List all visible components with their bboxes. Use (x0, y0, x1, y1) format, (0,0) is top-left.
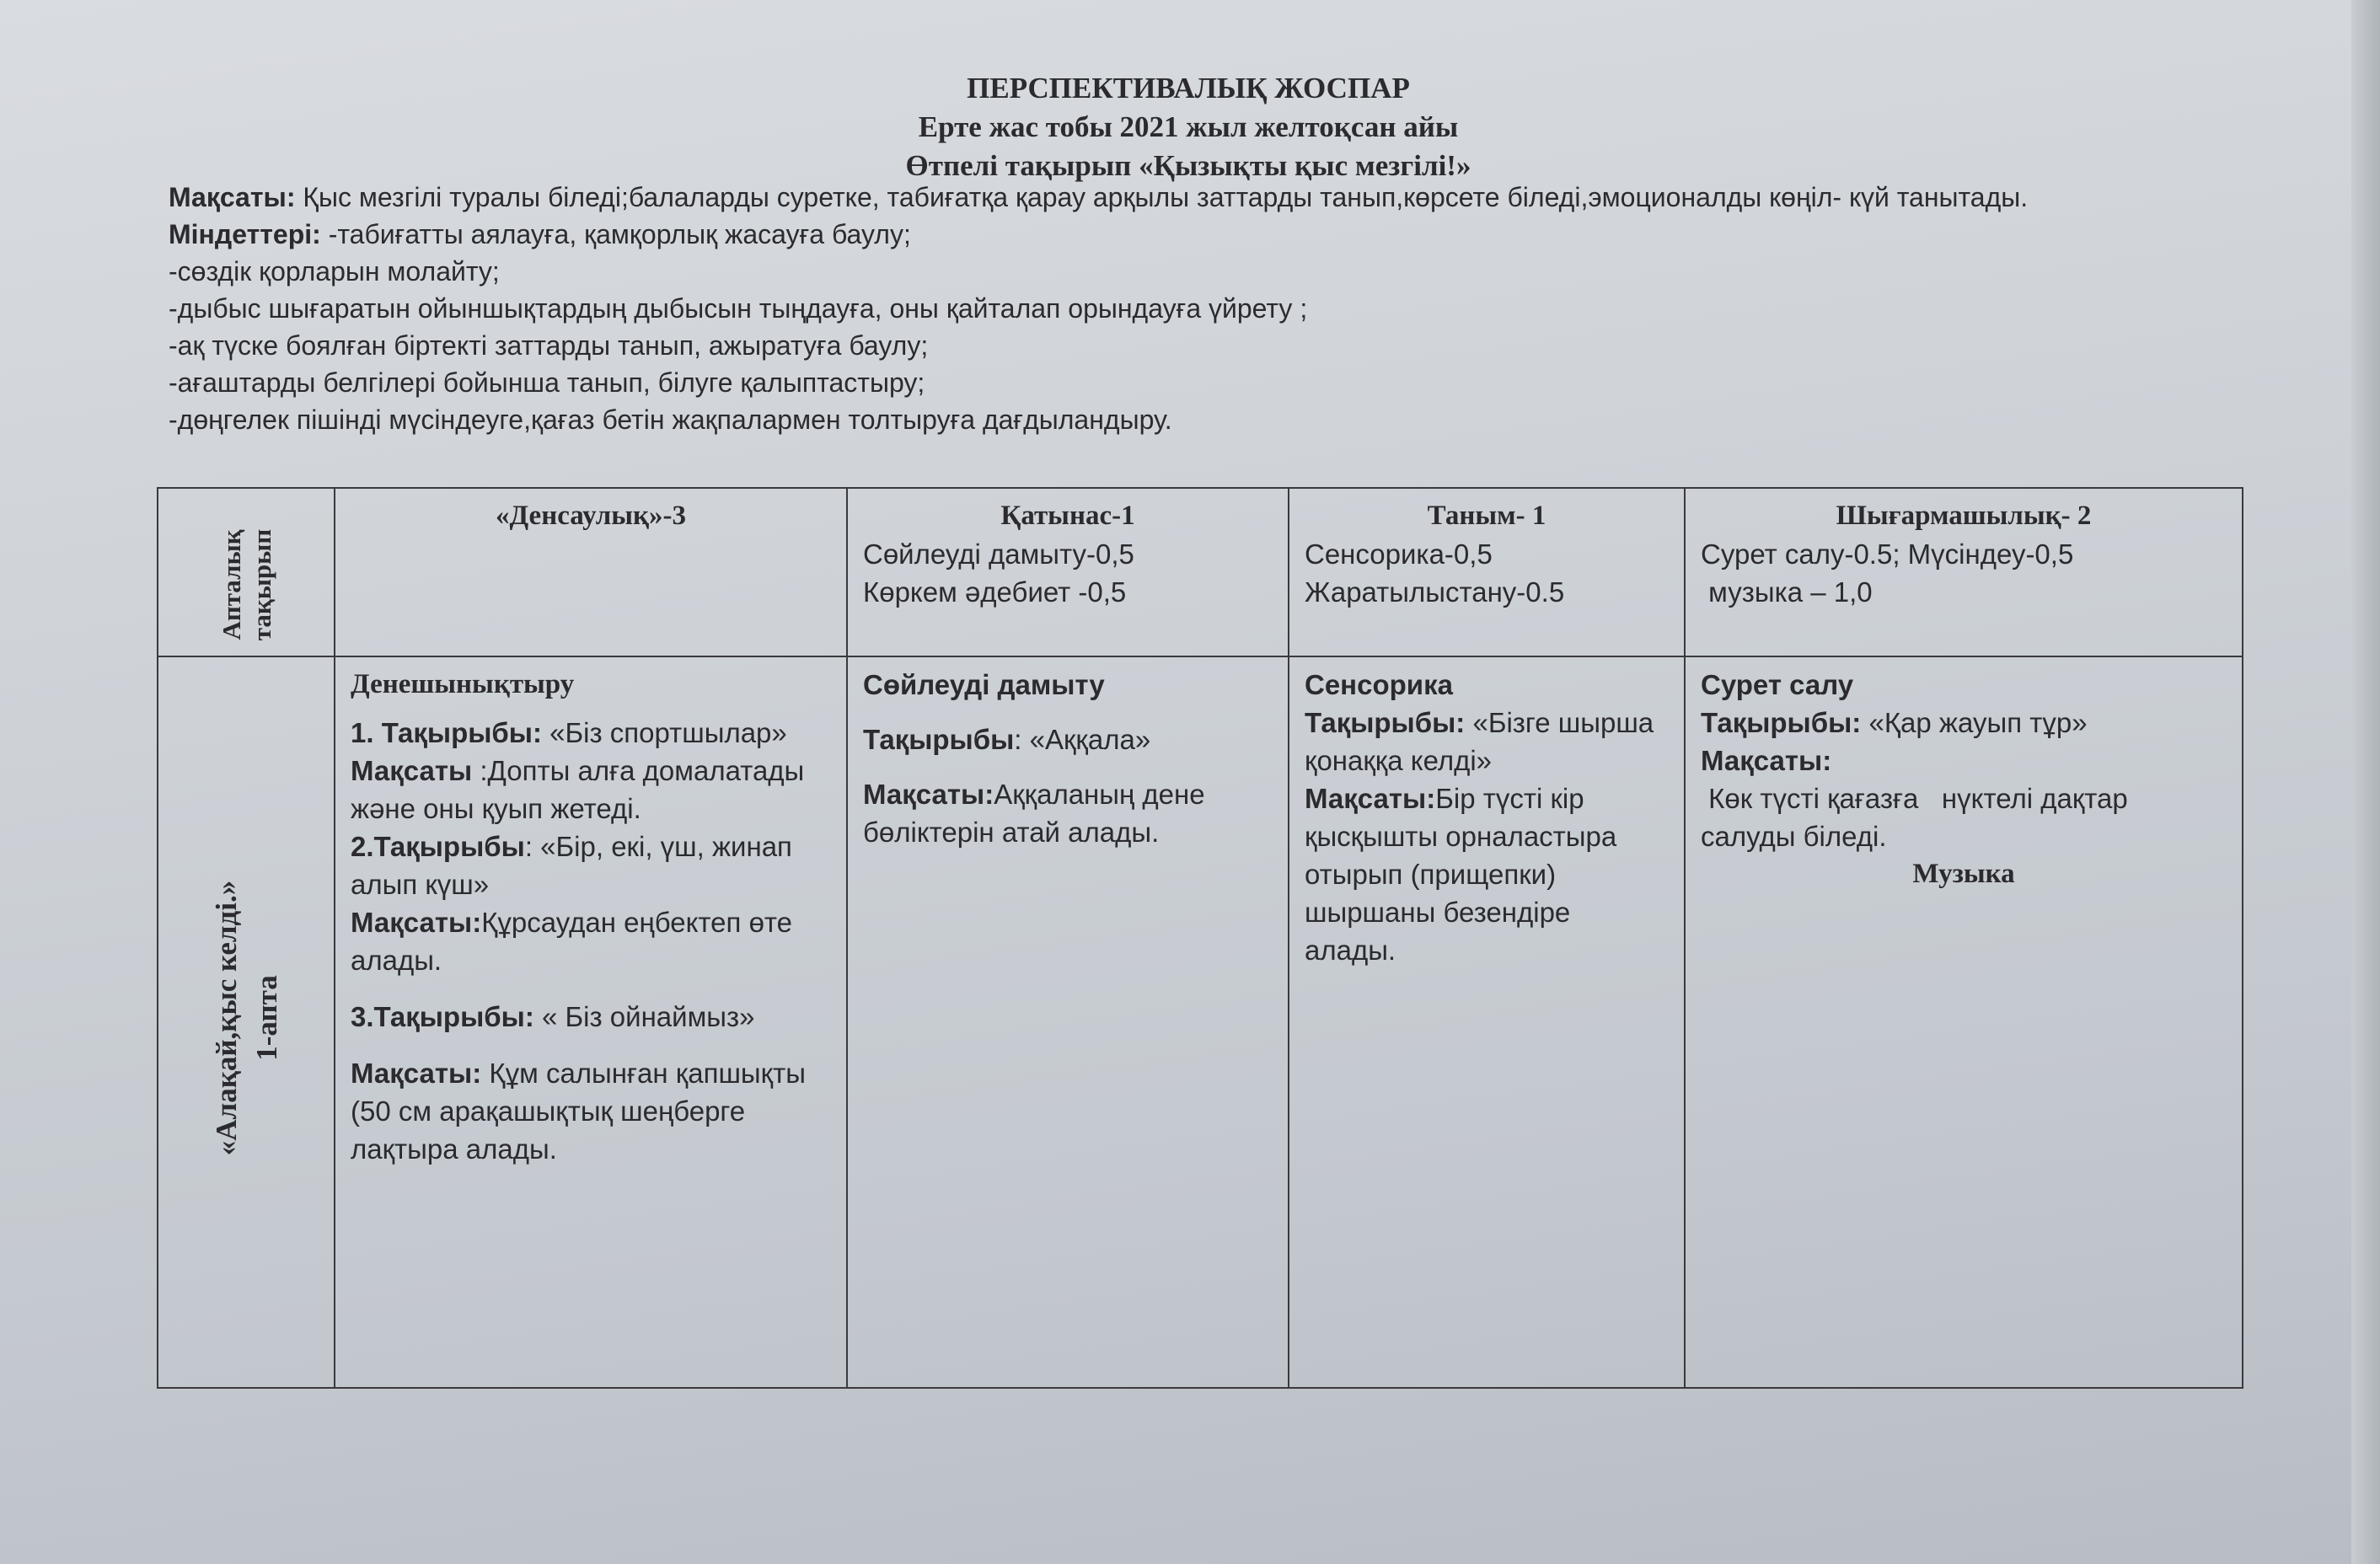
goals-paragraph (169, 179, 2191, 216)
speech-cell (848, 657, 1289, 1387)
goal-label: Мақсаты: (351, 907, 482, 938)
topic-label: Тақырыбы: (1305, 707, 1466, 738)
goals-label: Мақсаты: (169, 182, 296, 212)
column-title: Қатынас-1 (1000, 501, 1135, 531)
topic-label: Тақырыбы (863, 724, 1015, 755)
goal-text: Аққаланың дене бөліктерін атай алады. (863, 779, 1205, 848)
paper-edge (2351, 0, 2380, 1564)
topic-text: : «Бір, екі, үш, жинап алып күш» (351, 831, 792, 900)
column-subline: Сенсорика-0,5 (1305, 538, 1493, 570)
topic-text: «Біз спортшылар» (541, 717, 787, 748)
topic-text: «Қар жауып тұр» (1861, 707, 2088, 738)
task-item: -дөңгелек пішінді мүсіндеуге,қағаз бетін жақпалармен толтыруға дағдыландыру. (169, 404, 1172, 435)
column-title: Шығармашылық- 2 (1836, 501, 2092, 531)
column-title: Таным- 1 (1427, 501, 1546, 531)
goals-block (169, 179, 2191, 438)
week-label-line2: 1-апта (250, 975, 283, 1061)
speech-heading: Сөйлеуді дамыту (863, 669, 1105, 700)
music-heading: Музыка (1912, 859, 2015, 889)
document-subtitle: Ерте жас тобы 2021 жыл желтоқсан айы (918, 110, 1459, 143)
art-heading: Сурет салу (1701, 669, 1854, 700)
column-header-creativity (1686, 489, 2242, 657)
speech-goal (863, 775, 1273, 851)
sensor-topic (1305, 704, 1669, 779)
column-subline: Жаратылыстану-0.5 (1305, 576, 1565, 608)
sensor-cell (1289, 657, 1686, 1387)
goal-label: Мақсаты: (1305, 783, 1436, 814)
topic-label: 1. Тақырыбы: (351, 717, 542, 748)
column-subline: Сурет салу-0.5; Мүсіндеу-0,5 (1701, 538, 2074, 570)
sensor-goal (1305, 779, 1669, 969)
corner-label-line1: Апталық (217, 529, 246, 640)
column-title: «Денсаулық»-3 (495, 501, 687, 531)
goal-label: Мақсаты (351, 755, 473, 786)
task-item: -сөздік қорларын молайту; (169, 256, 500, 287)
health-goal-3 (351, 1054, 831, 1168)
plan-table (157, 487, 2243, 1389)
health-goal-1 (351, 752, 831, 828)
topic-text: « Біз ойнаймыз» (541, 1001, 755, 1032)
goal-text: Құрсаудан еңбектеп өте алады. (351, 907, 793, 976)
topic-label: 3.Тақырыбы: (351, 1001, 542, 1032)
task-item: -дыбыс шығаратын ойыншықтардың дыбысын тыңдауға, оны қайталап орындауға үйрету ; (169, 293, 1308, 324)
sensor-heading: Сенсорика (1305, 669, 1453, 700)
health-heading: Денешынықтыру (351, 669, 575, 699)
topic-text: «Бізге шырша қонаққа келді» (1305, 707, 1654, 776)
column-subline: Сөйлеуді дамыту-0,5 (863, 538, 1134, 570)
goal-label: Мақсаты: (863, 779, 994, 810)
health-topic-1 (351, 714, 831, 752)
week-cell (158, 657, 335, 1387)
art-topic (1701, 704, 2227, 742)
health-cell (335, 657, 848, 1387)
health-topic-3 (351, 998, 831, 1036)
column-subline: музыка – 1,0 (1701, 576, 1873, 608)
art-cell (1686, 657, 2242, 1387)
topic-label: Тақырыбы: (1701, 707, 1862, 738)
column-header-communication (848, 489, 1289, 657)
column-subline: Көркем әдебиет -0,5 (863, 576, 1127, 608)
week-label (206, 660, 287, 1376)
tasks-first-text: -табиғатты аялауға, қамқорлық жасауға баулу; (328, 219, 911, 249)
task-item: -ақ түске боялған біртекті заттарды танып, ажыратуға баулу; (169, 330, 929, 361)
art-goal-text: Көк түсті қағазға нүктелі дақтар салуды біледі. (1701, 783, 2136, 852)
document-topic: Өтпелі тақырып «Қызықты қыс мезгілі!» (905, 149, 1471, 182)
tasks-label: Міндеттері: (169, 219, 321, 249)
goal-text: Бір түсті кір қысқышты орналастыра отырып (прищепки) шыршаны безендіре алады. (1305, 783, 1617, 966)
goals-text: Қыс мезгілі туралы біледі;балаларды суретке, табиғатқа қарау арқылы заттарды танып,көрсете біледі,эмоционалды көңіл- күй танытады. (303, 182, 2029, 212)
tasks-first-line (169, 216, 2191, 253)
topic-text: : «Аққала» (1014, 724, 1151, 755)
document-header (169, 69, 2208, 185)
goal-text: Құм салынған қапшықты (50 см арақашықтық шеңберге лақтыра алады. (351, 1058, 806, 1165)
document-title: ПЕРСПЕКТИВАЛЫҚ ЖОСПАР (967, 72, 1410, 104)
corner-label-line2: тақырып (247, 528, 276, 641)
art-goal-label: Мақсаты: (1701, 745, 1832, 776)
task-item: -ағаштарды белгілері бойынша танып, білуге қалыптастыру; (169, 367, 925, 398)
corner-cell (158, 489, 335, 657)
column-header-cognition (1289, 489, 1686, 657)
week-label-line1: «Алақай,қыс келді.» (210, 880, 243, 1156)
speech-topic (863, 720, 1273, 758)
health-goal-2 (351, 903, 831, 979)
health-topic-2 (351, 828, 831, 903)
column-header-health (335, 489, 848, 657)
goal-label: Мақсаты: (351, 1058, 482, 1089)
topic-label: 2.Тақырыбы (351, 831, 525, 862)
goal-text: :Допты алға домалатады және оны қуып жетеді. (351, 755, 805, 824)
